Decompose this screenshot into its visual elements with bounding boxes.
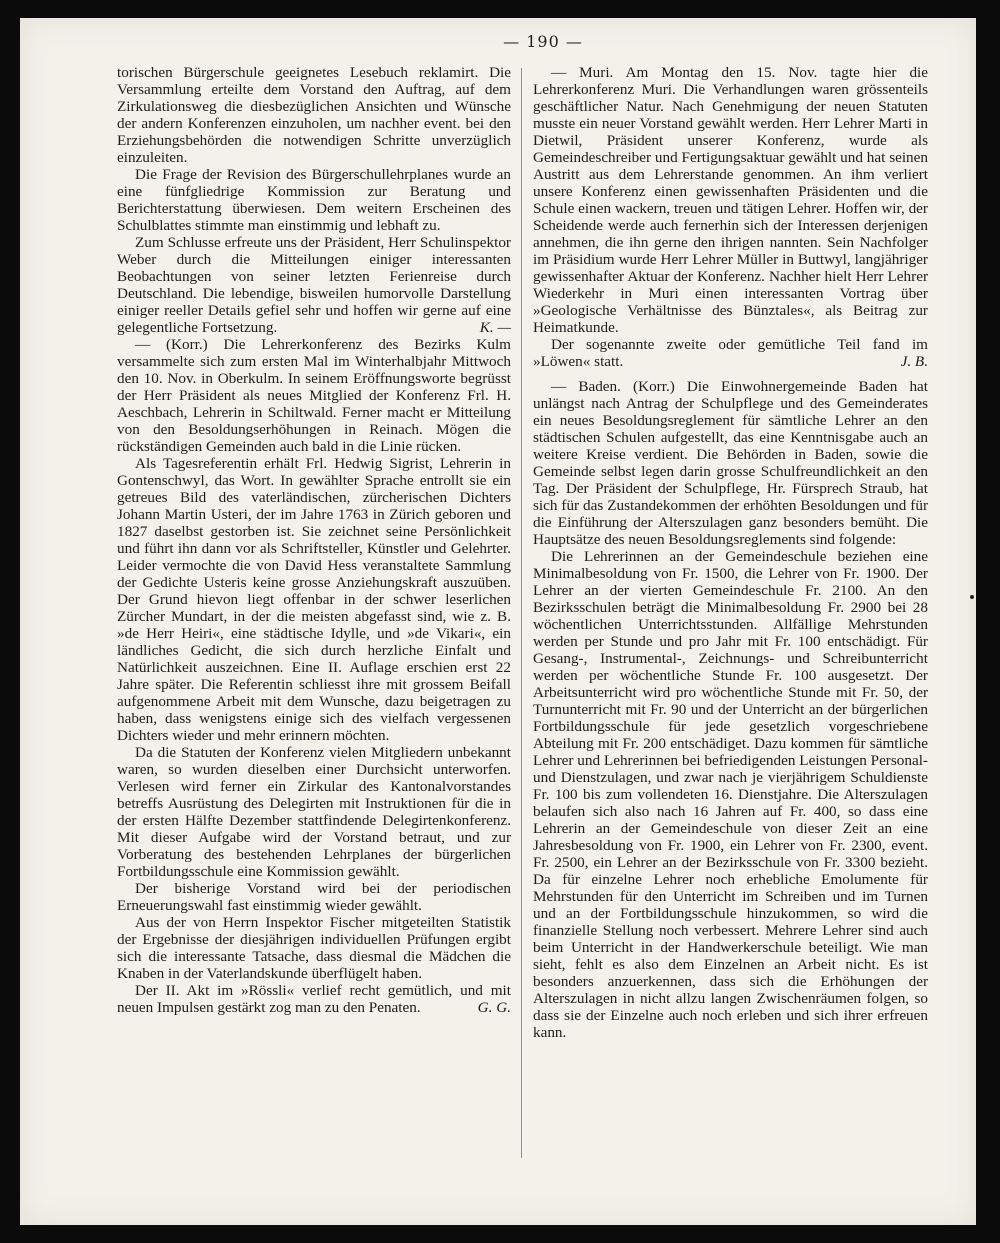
paragraph: Der bisherige Vorstand wird bei der periodischen Erneuerungswahl fast einstimmig wieder gewählt.: [117, 880, 511, 914]
paragraph: — Muri. Am Montag den 15. Nov. tagte hier die Lehrerkonferenz Muri. Die Verhandlungen waren grössenteils geschäftlicher Natur. Nach Genehmigung der neuen Statuten musste ein neuer Vorstand gewählt werden. Herr Lehrer Marti in Dietwil, Präsident unserer Konferenz, wurde als Gemeindeschreiber und Fertigungsaktuar gewählt und hat seinen Austritt aus dem Lehrerstande genommen. An ihm verliert unsere Konferenz einen gewissenhaften Präsidenten und die Schule einen wackern, treuen und tätigen Lehrer. Hoffen wir, der Scheidende werde auch fernerhin sich der Interessen derjenigen annehmen, die ihn gerne den ihrigen nannten. Sein Nachfolger im Präsidium wurde Herr Lehrer Müller in Buttwyl, langjähriger gewissenhafter Aktuar der Konferenz. Nachher hielt Herr Lehrer Wiederkehr in Muri einen interessanten Vortrag über »Geologische Verhältnisse des Bünztales«, als Beitrag zur Heimatkunde.: [533, 64, 928, 336]
signature: J. B.: [900, 353, 928, 370]
paragraph-with-signature: [117, 982, 511, 1016]
column-divider: [521, 68, 522, 1158]
paragraph-text: Zum Schlusse erfreute uns der Präsident, Herr Schulinspektor Weber durch die Mitteilungen einiger interessanten Beobachtungen von seiner letzten Ferienreise durch Deutschland. Die lebendige, bisweilen humorvolle Darstellung einiger reeller Details gefiel sehr und hoffen wir gerne auf eine gelegentliche Fortsetzung.: [117, 234, 511, 336]
signature: G. G.: [477, 999, 511, 1016]
ink-speck: [970, 595, 974, 599]
signature: K. —: [479, 319, 511, 336]
page-number: — 190 —: [503, 32, 583, 51]
paragraph-with-signature: [533, 336, 928, 370]
paragraph: Als Tagesreferentin erhält Frl. Hedwig Sigrist, Lehrerin in Gontenschwyl, das Wort. In gewählter Sprache entrollt sie ein getreues Bild des vaterländischen, zürcherischen Dichters Johann Martin Usteri, der im Jahre 1763 in Zürich geboren und 1827 daselbst gestorben ist. Sie zeichnet seine Persönlichkeit und führt ihn dann vor als Schriftsteller, Künstler und Gelehrter. Leider vermochte die von David Hess veranstaltete Sammlung der Gedichte Usteris keine grosse Anziehungskraft auszuüben. Der Grund hievon liegt offenbar in der schwer leserlichen Zürcher Mundart, in der die meisten abgefasst sind, wie z. B. »de Herr Heiri«, eine städtische Idylle, und »de Vikari«, ein ländliches Gedicht, die sich durch herzliche Einfalt und Natürlichkeit auszeichnen. Eine II. Auflage erschien erst 22 Jahre später. Die Referentin schliesst ihre mit grossem Beifall aufgenommene Arbeit mit dem Wunsche, dazu beigetragen zu haben, dass wenigstens einige sich des vielfach vergessenen Dichters wieder und mehr erinnern möchten.: [117, 455, 511, 744]
paragraph-text: Der sogenannte zweite oder gemütliche Teil fand im »Löwen« statt.: [533, 336, 928, 370]
paragraph-text: Der II. Akt im »Rössli« verlief recht gemütlich, und mit neuen Impulsen gestärkt zog man zu den Penaten.: [117, 982, 511, 1016]
paragraph: Die Frage der Revision des Bürgerschullehrplanes wurde an eine fünfgliedrige Kommission zur Beratung und Berichterstattung überwiesen. Dem weitern Erscheinen des Schulblattes stimmte man einstimmig und lebhaft zu.: [117, 166, 511, 234]
paragraph: — Baden. (Korr.) Die Einwohnergemeinde Baden hat unlängst nach Antrag der Schulpflege und des Gemeinderates ein neues Besoldungsreglement für sämtliche Lehrer an den städtischen Schulen aufgestellt, das eine Kenntnisgabe auch an weitere Kreise verdient. Die Behörden in Baden, sowie die Gemeinde selbst legen darin grosse Schulfreundlichkeit an den Tag. Der Präsident der Schulpflege, Hr. Fürsprech Straub, hat sich für das Zustandekommen der erhöhten Besoldungen und für die Einführung der Alterszulagen ganz besonders bemüht. Die Hauptsätze des neuen Besoldungsreglements sind folgende:: [533, 378, 928, 548]
paragraph: Aus der von Herrn Inspektor Fischer mitgeteilten Statistik der Ergebnisse der diesjährigen individuellen Prüfungen ergibt sich die interessante Tatsache, dass diesmal die Mädchen die Knaben in der Vaterlandskunde überflügelt haben.: [117, 914, 511, 982]
newspaper-page: [20, 18, 976, 1225]
paragraph-with-signature: [117, 234, 511, 336]
left-column: [117, 64, 511, 1016]
paragraph: torischen Bürgerschule geeignetes Lesebuch reklamirt. Die Versammlung erteilte dem Vorstand den Auftrag, auf dem Zirkulationsweg die diesbezüglichen Ansichten und Wünsche der andern Konferenzen einzuholen, um nachher event. bei den Erziehungsbehörden die notwendigen Schritte unverzüglich einzuleiten.: [117, 64, 511, 166]
paragraph: Die Lehrerinnen an der Gemeindeschule beziehen eine Minimalbesoldung von Fr. 1500, die Lehrer von Fr. 1900. Der Lehrer an der vierten Gemeindeschule Fr. 2100. An den Bezirksschulen beträgt die Minimalbesoldung Fr. 2900 bei 28 wöchentlichen Unterrichtsstunden. Allfällige Mehrstunden werden per Stunde und pro Jahr mit Fr. 100 entschädigt. Für Gesang-, Instrumental-, Zeichnungs- und Schreibunterricht werden per wöchentliche Stunde Fr. 100 ausgesetzt. Der Arbeitsunterricht wird pro wöchentliche Stunde mit Fr. 50, der Turnunterricht mit Fr. 90 und der Unterricht an der bürgerlichen Fortbildungsschule für jede gesetzlich vorgeschriebene Abteilung mit Fr. 200 entschädiget. Dazu kommen für sämtliche Lehrer und Lehrerinnen bei befriedigenden Leistungen Personal- und Dienstzulagen, und zwar nach je vierjährigem Schuldienste Fr. 100 bis zum vollendeten 16. Dienstjahre. Die Alterszulagen belaufen sich also nach 16 Jahren auf Fr. 400, so dass eine Lehrerin an der Gemeindeschule von dieser Zeit an eine Jahresbesoldung von Fr. 1900, ein Lehrer von Fr. 2300, event. Fr. 2500, ein Lehrer an der Bezirksschule von Fr. 3300 bezieht. Da für einzelne Lehrer noch erhebliche Emolumente für Mehrstunden für den Unterricht im Schreiben und im Turnen und an der Fortbildungsschule hinzukommen, so wird die finanzielle Stellung noch verbessert. Mehrere Lehrer sind auch beim Unterricht in der Handwerkerschule beteiligt. Wie man sieht, fehlt es also dem Einzelnen an Arbeit nicht. Es ist besonders anzuerkennen, dass sich die Erhöhungen der Alterszulagen in nicht allzu langen Zwischenräumen folgen, so dass sie der Einzelne auch noch erleben und sich ihrer erfreuen kann.: [533, 548, 928, 1041]
paragraph: — (Korr.) Die Lehrerkonferenz des Bezirks Kulm versammelte sich zum ersten Mal im Winterhalbjahr Mittwoch den 10. Nov. in Oberkulm. In seinem Eröffnungsworte begrüsst der Herr Präsident als neues Mitglied der Konferenz Frl. H. Aeschbach, Lehrerin in Schiltwald. Ferner macht er Mitteilung von den Besoldungserhöhungen in Reinach. Mögen die rückständigen Gemeinden auch bald in die Linie rücken.: [117, 336, 511, 455]
right-column: [533, 64, 928, 1041]
paragraph: Da die Statuten der Konferenz vielen Mitgliedern unbekannt waren, so wurden dieselben einer Durchsicht unterworfen. Verlesen wird ferner ein Zirkular des Kantonalvorstandes betreffs Ausrüstung des Delegirten mit Instruktionen für die in der ersten Hälfte Dezember stattfindende Delegirtenkonferenz. Mit dieser Aufgabe wird der Vorstand betraut, und zur Vorberatung des bestehenden Lehrplanes der bürgerlichen Fortbildungsschule eine Kommission gewählt.: [117, 744, 511, 880]
